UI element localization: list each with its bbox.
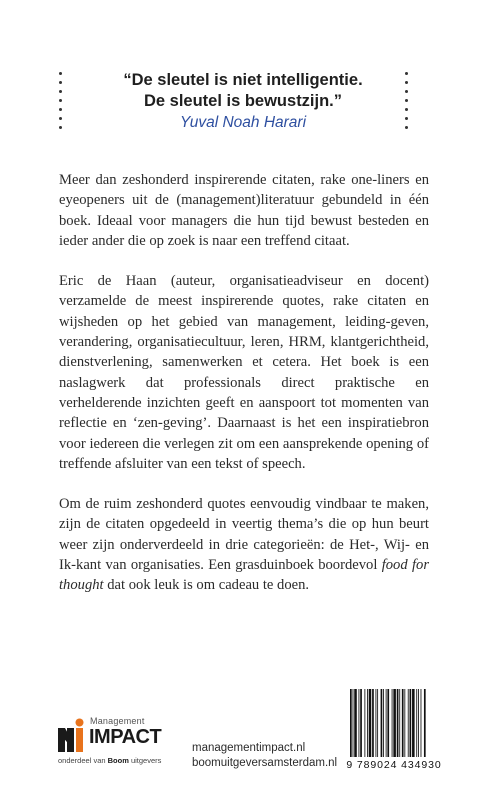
logo-subtitle (58, 756, 161, 765)
blurb-p3-end: dat ook leuk is om cadeau te doen. (103, 577, 310, 594)
isbn-digits: 9 789024 434930 (346, 759, 442, 771)
blurb-paragraph-1: Meer dan zeshonderd inspirerende citaten, rake one-liners en eyeopeners uit de (management)literatuur gebundeld in één boek. Ideaal voor managers die hun tijd bewust besteden en ieder ander die op zoek is naar een treffend citaat. (59, 172, 429, 249)
quote-line-1: “De sleutel is niet intelligentie. (123, 71, 363, 89)
logo-management-text: Management (90, 716, 145, 726)
quote-line-2: De sleutel is bewustzijn.” (143, 92, 343, 110)
publisher-logo (58, 714, 168, 774)
website-link-1[interactable]: managementimpact.nl (192, 742, 306, 754)
blurb-p3-italic: food for thought (59, 557, 429, 594)
blurb-paragraph-3 (59, 494, 429, 595)
publisher-websites (192, 741, 337, 771)
blurb-text (59, 170, 429, 596)
website-link-2[interactable]: boomuitgeversamsterdam.nl (192, 757, 338, 769)
isbn-barcode (346, 689, 442, 770)
logo-sub-prefix: onderdeel van (58, 756, 108, 765)
logo-impact-text: IMPACT (89, 726, 162, 748)
featured-quote (80, 70, 406, 133)
decorative-dots-left (59, 72, 63, 129)
blurb-p3-start: Om de ruim zeshonderd quotes eenvoudig vindbaar te maken, zijn de citaten opgedeeld in veertig thema’s die op hun beurt weer zijn onderverdeeld in drie categorieën: de Het-, Wij- en Ik-kant van organisaties. Een grasduinboek boordevol (59, 496, 429, 574)
blurb-paragraph-2: Eric de Haan (auteur, organisatieadviseur en docent) verzamelde de meest inspirerende quotes, rake citaten en wijsheden op het gebied van management, leiding-geven, verandering, organisatiecultuur, leren, HRM, klantgerichtheid, dienstverlening, samenwerken et cetera. Het boek is een naslagwerk dat professionals direct praktische en verhelderende inzichten geeft en aanspoort tot momenten van reflectie en ‘zen-geving’. Daarnaast is het een inspiratiebron voor iedereen die verlegen zit om een aansprekende opening of treffende afsluiter van een tekst of speech. (59, 273, 429, 472)
logo-sub-brand: Boom (107, 756, 129, 765)
barcode-bars (346, 689, 442, 759)
logo-sub-suffix: uitgevers (128, 756, 162, 765)
quote-author: Yuval Noah Harari (179, 114, 307, 131)
mi-logo-icon (58, 718, 88, 752)
